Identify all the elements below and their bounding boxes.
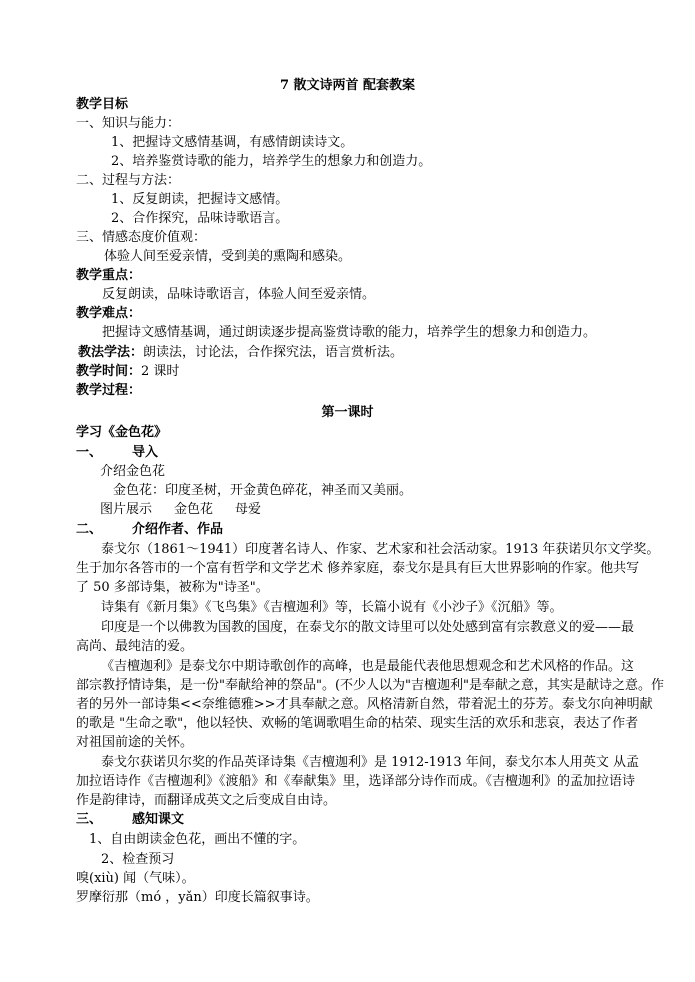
paragraph-line: 对祖国前途的关怀。 [76,735,194,750]
section-number: 三、 [76,812,103,827]
time-text: 2 课时 [141,364,180,379]
goal3-text: 体验人间至爱亲情，受到美的熏陶和感染。 [104,249,352,264]
goal2-item: 1、反复朗读，把握诗文感情。 [111,192,289,207]
vocab-line: 罗摩衍那（mó ，yǎn）印度长篇叙事诗。 [76,890,319,905]
method-label: 教法学法： [78,345,144,360]
difficulty-text: 把握诗文感情基调，通过朗读逐步提高鉴赏诗歌的能力，培养学生的想象力和创造力。 [102,325,597,340]
section-title: 导入 [132,445,159,460]
section-number: 一、 [76,445,103,460]
paragraph-line: 加拉语诗作《吉檀迦利》《渡船》和《奉献集》里，选译部分诗作而成。《吉檀迦利》的孟加拉语诗 [76,774,636,789]
process-label: 教学过程： [76,383,142,398]
section-heading [76,444,158,462]
method-text: 朗读法，讨论法，合作探究法，语言赏析法。 [143,345,404,360]
picture-label: 图片展示 [100,502,153,517]
intro-line: 介绍金色花 [100,464,166,479]
key-point-label: 教学重点： [76,268,142,283]
paragraph-line: 泰戈尔（1861～1941）印度著名诗人、作家、艺术家和社会活动家。1913 年获诺贝尔文学奖。 [101,542,660,557]
paragraph-line: 高尚、最纯洁的爱。 [76,639,194,654]
paragraph-line: 《吉檀迦利》是泰戈尔中期诗歌创作的高峰，也是最能代表他思想观念和艺术风格的作品。这 [101,659,635,674]
paragraph-line: 作是韵律诗，而翻译成英文之后变成自由诗。 [76,793,337,808]
goal2-item: 2、合作探究，品味诗歌语言。 [111,211,289,226]
paragraph-line: 了 50 多部诗集，被称为"诗圣"。 [76,580,269,595]
section-title: 介绍作者、作品 [132,522,224,537]
section-heading [76,521,223,539]
paragraph-line: 诗集有《新月集》《飞鸟集》《吉檀迦利》等，长篇小说有《小沙子》《沉船》等。 [101,600,563,615]
goal2-heading: 二、过程与方法： [76,173,181,188]
page-title: 7 散文诗两首 配套教案 [279,78,416,93]
goals-heading: 教学目标 [76,97,129,112]
task-item: 1、自由朗读金色花，画出不懂的字。 [89,832,306,847]
paragraph-line: 生于加尔各答市的一个富有哲学和文学艺术 修养家庭，泰戈尔是具有巨大世界影响的作家。他共写 [76,561,640,576]
lesson-heading: 第一课时 [321,405,374,420]
difficulty-label: 教学难点： [76,306,142,321]
goal1-item: 1、把握诗文感情基调，有感情朗读诗文。 [111,135,354,150]
section-title: 感知课文 [132,812,185,827]
method-line [78,344,403,362]
goal3-heading: 三、情感态度价值观： [76,230,207,245]
section-number: 二、 [76,522,103,537]
paragraph-line: 印度是一个以佛教为国教的国度，在泰戈尔的散文诗里可以处处感到富有宗教意义的爱——最 [101,620,635,635]
picture-line [100,501,261,519]
goal1-heading: 一、知识与能力： [76,116,181,131]
section-heading [76,811,184,829]
paragraph-line: 者的另外一部诗集<<奈维德雅>>才具奉献之意。风格清新自然，带着泥土的芬芳。泰戈尔向神明献 [76,697,653,712]
key-point-text: 反复朗读，品味诗歌语言，体验人间至爱亲情。 [102,287,376,302]
paragraph-line: 泰戈尔获诺贝尔奖的作品英译诗集《吉檀迦利》是 1912-1913 年间，泰戈尔本人用英文 从孟 [101,755,639,770]
goal1-item: 2、培养鉴赏诗歌的能力，培养学生的想象力和创造力。 [111,154,432,169]
time-label: 教学时间： [76,364,142,379]
paragraph-line: 部宗教抒情诗集，是一份"奉献给神的祭品"。(不少人以为"吉檀迦利"是奉献之意，其实是献诗之意。作 [76,678,664,693]
paragraph-line: 的歌是 "生命之歌"，他以轻快、欢畅的笔调歌唱生命的枯荣、现实生活的欢乐和悲哀，表达了作者 [76,716,639,731]
task-item: 2、检查预习 [101,852,175,867]
picture-item: 母爱 [235,502,262,517]
picture-item: 金色花 [174,502,214,517]
intro-line: 金色花：印度圣树，开金黄色碎花，神圣而又美丽。 [113,483,413,498]
time-line [76,363,179,381]
study-title: 学习《金色花》 [76,425,168,440]
vocab-line: 嗅(xiù) 闻（气味）。 [76,871,195,886]
